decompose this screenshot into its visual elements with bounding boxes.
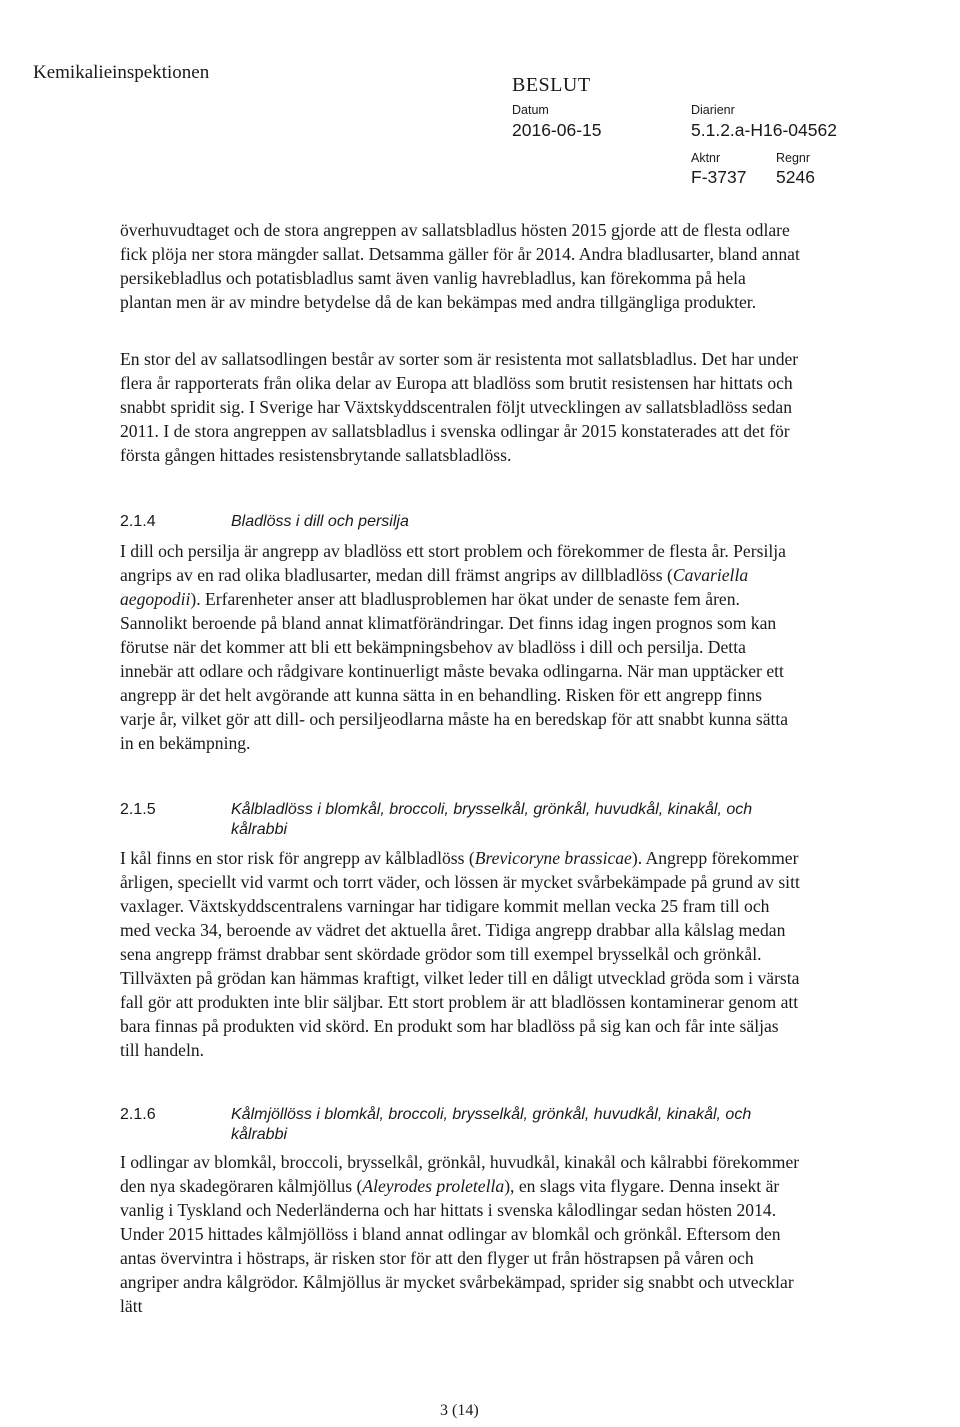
section-title: Kålbladlöss i blomkål, broccoli, brysselkål, grönkål, huvudkål, kinakål, och kålrabbi [231,801,753,838]
latin-name: Brevicoryne brassicae [474,848,632,868]
regnr-value: 5246 [776,167,815,187]
text-part: ). Erfarenheter anser att bladlusproblemen har ökat under de senaste fem åren. Sannolikt beroende på bland annat klimatförändringar. Det finns idag ingen prognos som kan förutse när det kommer att bli ett bekämpningsbehov av bladlöss i dill och persilja. Detta innebär att odlare och rådgivare kontinuerligt måste bevaka odlingarna. När man upptäcker ett angrepp är det helt avgörande att kunna sätta in en behandling. Risken för ett angrepp finns varje år, vilket gör att dill- och persiljeodlarna måste ha en beredskap för att snabbt kunna sätta in en bekämpning. [120,589,789,753]
latin-name: Aleyrodes proletella [362,1176,505,1196]
document-type: BESLUT [512,74,591,96]
datum-value: 2016-06-15 [512,120,602,140]
section-body-2-1-5 [120,846,800,1062]
section-number: 2.1.6 [120,1106,156,1123]
text-part: I odlingar av blomkål, broccoli, brysselkål, grönkål, huvudkål, kinakål och kålrabbi förekommer den nya skadegöraren kålmjöllus ( [120,1152,800,1196]
text-part: ), en slags vita flygare. Denna insekt är vanlig i Tyskland och Nederländerna och har hittats i svenska kålodlingar sedan hösten 2014. Under 2015 hittades kålmjöllöss i bland annat odlingar av blomkål och grönkål. Eftersom den antas övervintra i höstraps, är risken stor för att den flyger ut från höstrapsen på våren och angriper andra kålgrödor. Kålmjöllus är mycket svårbekämpad, sprider sig snabbt och utvecklar lätt [120,1176,794,1316]
text-part: I dill och persilja är angrepp av bladlöss ett stort problem och förekommer de flesta år. Persilja angrips av en rad olika bladlusarter, medan dill främst angrips av dillbladlöss ( [120,541,786,585]
section-title: Bladlöss i dill och persilja [231,513,409,530]
paragraph-text: En stor del av sallatsodlingen består av sorter som är resistenta mot sallatsbladlus. Det har under flera år rapporterats från olika delar av Europa att bladlöss som brutit resistensen har hittats och snabbt spridit sig. I Sverige har Växtskyddscentralen följt utvecklingen av sallatsbladlöss sedan 2011. I de stora angreppen av sallatsbladlus i svenska odlingar år 2015 konstaterades att det för första gången hittades resistensbrytande sallatsbladlöss. [120,349,799,465]
aktnr-label: Aktnr [691,151,721,165]
aktnr-value: F-3737 [691,167,747,187]
regnr-label: Regnr [776,151,811,165]
datum-label: Datum [512,103,549,117]
section-number: 2.1.5 [120,801,156,818]
section-body-2-1-6 [120,1150,800,1318]
paragraph-2 [120,347,800,467]
diarienr-value: 5.1.2.a-H16-04562 [691,120,837,140]
section-text [120,1150,800,1318]
section-number: 2.1.4 [120,513,156,530]
latin-name: Cavariella aegopodii [120,565,749,609]
section-title: Kålmjöllöss i blomkål, broccoli, brysselkål, grönkål, huvudkål, kinakål, och kålrabbi [231,1106,752,1143]
text-part: ). Angrepp förekommer årligen, speciellt vid varmt och torrt väder, och lössen är mycket svårbekämpade på grund av sitt vaxlager. Växtskyddscentralens varningar har tidigare kommit mellan vecka 25 fram till och med vecka 34, beroende av vädret det aktuella året. Tidiga angrepp drabbar alla kålslag medan sena angrepp främst drabbar sent skördade grödor som till exempel brysselkål och grönkål. Tillväxten på grödan kan hämmas kraftigt, vilket leder till en dåligt utvecklad gröda som i värsta fall gör att produkten inte blir säljbar. Ett stort problem är att bladlössen kontaminerar genom att bara finnas på produkten vid skörd. En produkt som har bladlöss på sig kan och får inte säljas till handeln. [120,848,800,1060]
section-body-2-1-4 [120,539,800,755]
paragraph-1 [120,218,800,314]
page-number: 3 (14) [440,1402,479,1419]
diarienr-label: Diarienr [691,103,735,117]
paragraph-text: överhuvudtaget och de stora angreppen av sallatsbladlus hösten 2015 gjorde att de flesta odlare fick plöja ner stora mängder sallat. Detsamma gäller för år 2014. Andra bladlusarter, bland annat persikebladlus och potatisbladlus samt även vanlig havrebladlus, kan förekomma på hela plantan men är av mindre betydelse då de kan bekämpas med andra tillgängliga produkter. [120,220,800,312]
text-part: I kål finns en stor risk för angrepp av kålbladlöss ( [120,848,475,868]
organization-name: Kemikalieinspektionen [33,62,210,83]
section-text [120,846,800,1062]
section-text [120,539,800,755]
